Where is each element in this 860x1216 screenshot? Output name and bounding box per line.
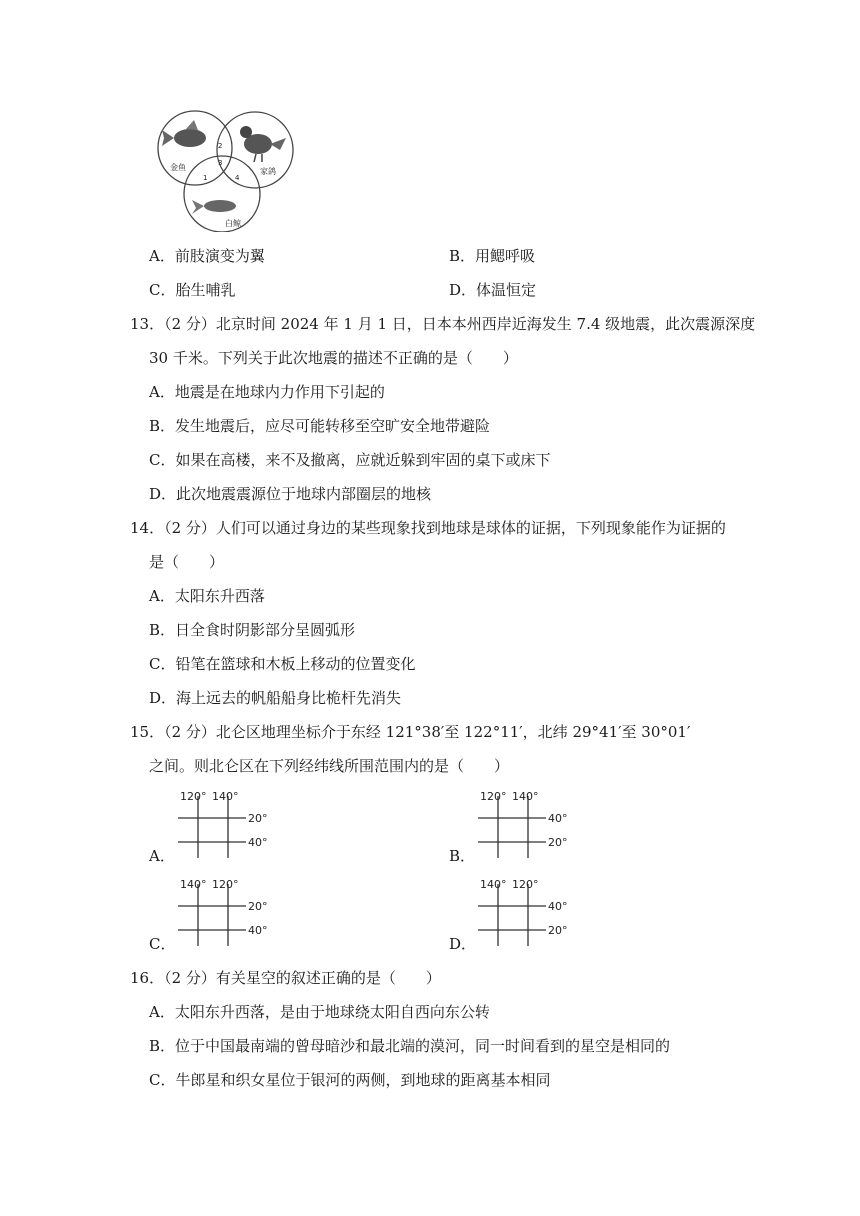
q16-option-b[interactable]: B．位于中国最南端的曾母暗沙和最北端的漠河，同一时间看到的星空是相同的	[149, 1037, 671, 1055]
q15-grid-c	[174, 874, 284, 954]
q14-option-c[interactable]: C．铅笔在篮球和木板上移动的位置变化	[149, 655, 416, 673]
grid-b-lat1: 40°	[548, 812, 568, 825]
venn-label-pigeon: 家鸽	[260, 167, 276, 176]
q15-option-a[interactable]: A．	[149, 847, 175, 865]
grid-a-lat1: 20°	[248, 812, 268, 825]
grid-b-lat2: 20°	[548, 836, 568, 849]
grid-c-lat1: 20°	[248, 900, 268, 913]
q16-stem-line1: 16．（2 分）有关星空的叙述正确的是（ ）	[130, 969, 441, 987]
q13-option-c[interactable]: C．如果在高楼，来不及撤离，应就近躲到牢固的桌下或床下	[149, 451, 551, 469]
q16-option-a[interactable]: A．太阳东升西落，是由于地球绕太阳自西向东公转	[149, 1003, 490, 1021]
grid-c-lat2: 40°	[248, 924, 268, 937]
q12-option-c[interactable]: C．胎生哺乳	[149, 281, 236, 299]
q13-stem-line2: 30 千米。下列关于此次地震的描述不正确的是（ ）	[149, 349, 518, 367]
grid-a-lat2: 40°	[248, 836, 268, 849]
grid-a-lon2: 140°	[212, 790, 239, 803]
venn-region-1: 1	[203, 174, 208, 182]
q15-grid-a	[174, 786, 284, 866]
venn-region-3: 3	[218, 159, 223, 167]
q15-stem-line1: 15．（2 分）北仑区地理坐标介于东经 121°38′至 122°11′，北纬 29°41′至 30°01′	[130, 723, 691, 741]
q14-stem-line1: 14．（2 分）人们可以通过身边的某些现象找到地球是球体的证据，下列现象能作为证据的	[130, 519, 726, 537]
venn-region-4: 4	[235, 174, 240, 182]
q15-option-d[interactable]: D．	[449, 935, 477, 953]
q15-stem-line2: 之间。则北仑区在下列经纬线所围范围内的是（ ）	[149, 757, 510, 775]
grid-b-lon1: 120°	[480, 790, 507, 803]
grid-d-lon1: 140°	[480, 878, 507, 891]
venn-region-2: 2	[218, 142, 223, 150]
grid-b-lon2: 140°	[512, 790, 539, 803]
q13-option-b[interactable]: B．发生地震后，应尽可能转移至空旷安全地带避险	[149, 417, 491, 435]
grid-a-lon1: 120°	[180, 790, 207, 803]
grid-d-lat1: 40°	[548, 900, 568, 913]
q12-option-d[interactable]: D．体温恒定	[449, 281, 537, 299]
q12-option-a[interactable]: A．前肢演变为翼	[149, 247, 265, 265]
q13-option-a[interactable]: A．地震是在地球内力作用下引起的	[149, 383, 385, 401]
grid-d-lon2: 120°	[512, 878, 539, 891]
venn-label-fish: 金鱼	[170, 163, 186, 172]
q13-option-d[interactable]: D．此次地震震源位于地球内部圈层的地核	[149, 485, 432, 503]
q14-option-b[interactable]: B．日全食时阴影部分呈圆弧形	[149, 621, 356, 639]
grid-c-lon2: 120°	[212, 878, 239, 891]
white-whale-icon	[192, 200, 236, 214]
q14-stem-line2: 是（ ）	[149, 553, 225, 571]
q15-option-b[interactable]: B．	[449, 847, 476, 865]
venn-diagram	[150, 108, 300, 232]
venn-label-whale: 白鲸	[225, 219, 241, 228]
q14-option-a[interactable]: A．太阳东升西落	[149, 587, 265, 605]
grid-d-lat2: 20°	[548, 924, 568, 937]
q14-option-d[interactable]: D．海上远去的帆船船身比桅杆先消失	[149, 689, 402, 707]
q13-stem-line1: 13．（2 分）北京时间 2024 年 1 月 1 日，日本本州西岸近海发生 7.4 级地震，此次震源深度	[130, 315, 756, 333]
q15-option-c[interactable]: C．	[149, 935, 176, 953]
goldfish-icon	[162, 120, 206, 147]
q15-grid-d	[474, 874, 584, 954]
pigeon-icon	[240, 126, 286, 162]
q15-grid-b	[474, 786, 584, 866]
grid-c-lon1: 140°	[180, 878, 207, 891]
q12-option-b[interactable]: B．用鳃呼吸	[449, 247, 536, 265]
q16-option-c[interactable]: C．牛郎星和织女星位于银河的两侧，到地球的距离基本相同	[149, 1071, 551, 1089]
